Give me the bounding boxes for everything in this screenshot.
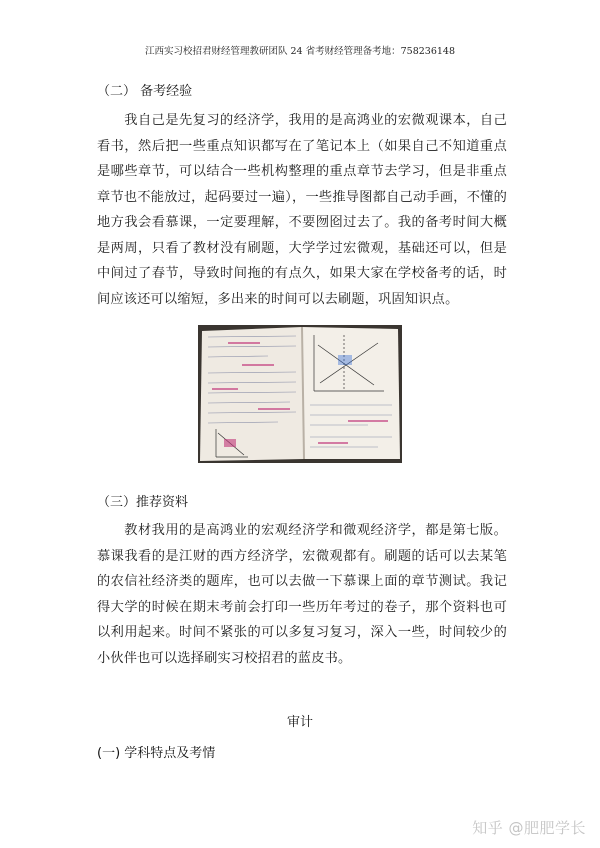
section-heading-recommended-materials: （三）推荐资料 [97, 495, 189, 510]
watermark: 知乎 @肥肥学长 [472, 819, 586, 837]
paragraph-recommended-materials-text: 教材我用的是高鸿业的宏观经济学和微观经济学，都是第七版。慕课我看的是江财的西方经济学，宏微观都有。刷题的话可以去某笔的农信社经济类的题库，也可以去做一下慕课上面的章节测试。我记得大学的时候在期末考前会打印一些历年考过的卷子，那个资料也可以利用起来。时间不紧张的可以多复习复习，深入一些，时间较少的小伙伴也可以选择刷实习校招君的蓝皮书。 [97, 523, 507, 666]
section-heading-prep-experience: （二） 备考经验 [97, 84, 193, 99]
paragraph-prep-experience-text: 我自己是先复习的经济学，我用的是高鸿业的宏微观课本，自己看书，然后把一些重点知识都写在了笔记本上（如果自己不知道重点是哪些章节，可以结合一些机构整理的重点章节去学习，但是非重点章节也不能放过，起码要过一遍），一些推导图都自己动手画，不懂的地方我会看慕课，一定要理解，不要囫囵过去了。我的备考时间大概是两周，只看了教材没有刷题，大学学过宏微观，基础还可以，但是中间过了春节，导致时间拖的有点久，如果大家在学校备考的话，时间应该还可以缩短，多出来的时间可以去刷题，巩固知识点。 [97, 113, 507, 307]
page-header: 江西实习校招君财经管理教研团队 24 省考财经管理备考地：758236148 [144, 46, 456, 57]
paragraph-prep-experience [97, 108, 507, 312]
audit-title: 审计 [286, 715, 313, 730]
section-heading-subject-features: (一) 学科特点及考情 [97, 746, 216, 761]
notebook-photo [198, 325, 402, 463]
paragraph-recommended-materials [97, 518, 507, 671]
